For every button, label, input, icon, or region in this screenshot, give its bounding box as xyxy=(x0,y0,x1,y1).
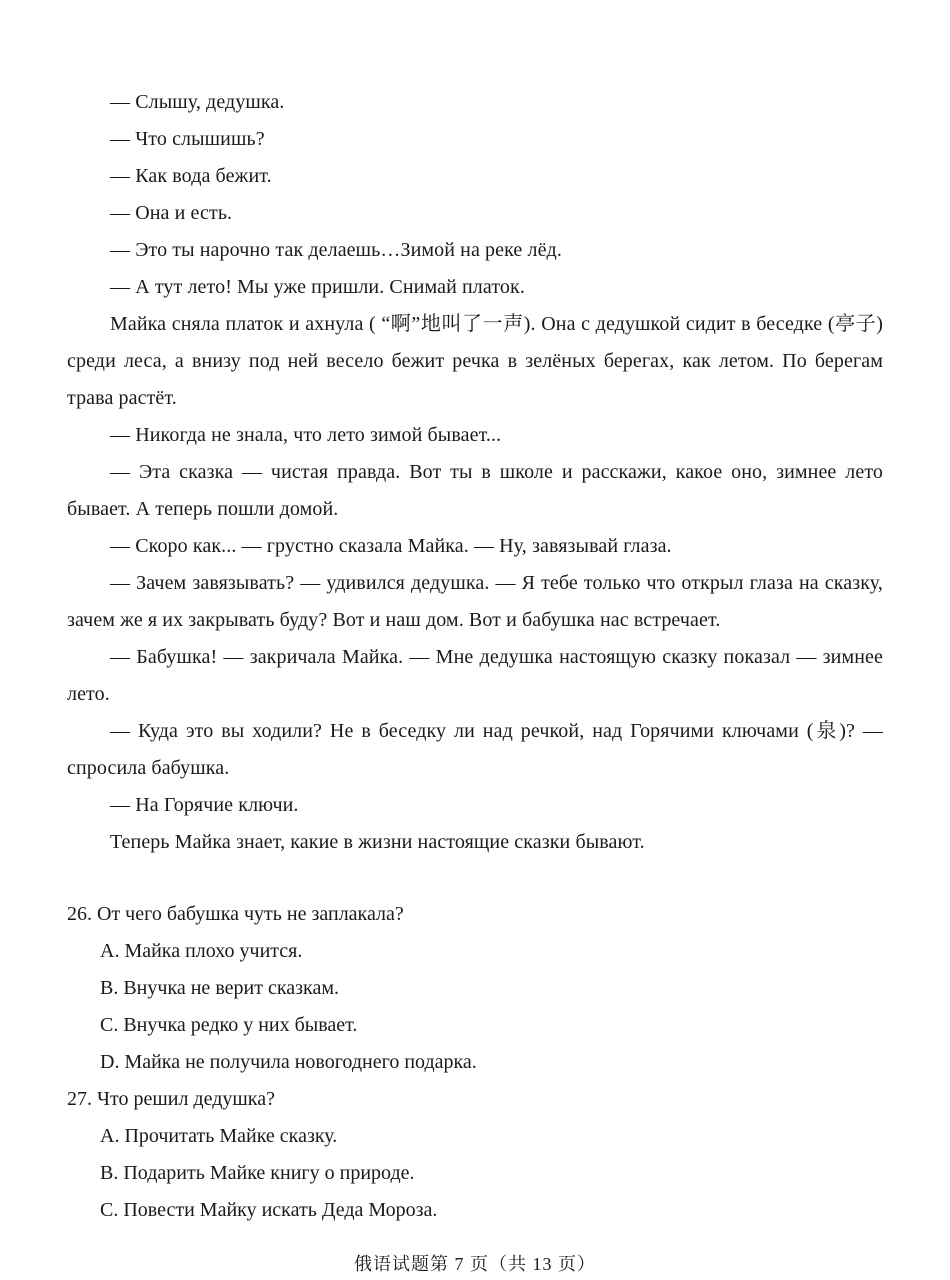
story-paragraph: Майка сняла платок и ахнула ( “啊”地叫了一声). Она с дедушкой сидит в беседке (亭子) среди леса, а внизу под ней весело бежит речка в зелёных берегах, как летом. По берегам трава растёт. xyxy=(67,313,883,409)
story-paragraph: — Эта сказка — чистая правда. Вот ты в школе и расскажи, какое оно, зимнее лето бывает. А теперь пошли домой. xyxy=(67,461,883,520)
page-footer: 俄语试题第 7 页（共 13 页） xyxy=(354,1254,596,1274)
story-paragraph: — Бабушка! — закричала Майка. — Мне дедушка настоящую сказку показал — зимнее лето. xyxy=(67,646,883,705)
answer-option-a: A. Майка плохо учится. xyxy=(100,940,303,962)
story-paragraph: — Никогда не знала, что лето зимой бывает... xyxy=(110,424,502,446)
question-stem: 26. От чего бабушка чуть не заплакала? xyxy=(67,903,404,925)
answer-option-c: C. Внучка редко у них бывает. xyxy=(100,1014,358,1036)
story-paragraph: — На Горячие ключи. xyxy=(110,794,299,816)
answer-option-b: B. Внучка не верит сказкам. xyxy=(100,977,339,999)
story-paragraph: — Слышу, дедушка. xyxy=(110,91,285,113)
story-paragraph: — Она и есть. xyxy=(110,202,233,224)
answer-option-d: D. Майка не получила новогоднего подарка. xyxy=(100,1051,477,1073)
question-stem: 27. Что решил дедушка? xyxy=(67,1088,275,1110)
story-paragraph: — Скоро как... — грустно сказала Майка. — Ну, завязывай глаза. xyxy=(110,535,672,557)
story-paragraph: — Что слышишь? xyxy=(110,128,265,150)
story-paragraph: — Куда это вы ходили? Не в беседку ли над речкой, над Горячими ключами (泉)? — спросила бабушка. xyxy=(67,720,883,779)
story-paragraph: — А тут лето! Мы уже пришли. Снимай платок. xyxy=(110,276,525,298)
question-list xyxy=(67,896,883,1229)
answer-option-c: C. Повести Майку искать Деда Мороза. xyxy=(100,1199,438,1221)
story-paragraph: — Это ты нарочно так делаешь…Зимой на реке лёд. xyxy=(110,239,562,261)
story-paragraph: — Как вода бежит. xyxy=(110,165,272,187)
answer-option-a: A. Прочитать Майке сказку. xyxy=(100,1125,338,1147)
answer-option-b: B. Подарить Майке книгу о природе. xyxy=(100,1162,415,1184)
question-26 xyxy=(67,896,883,1081)
story-text xyxy=(67,84,883,861)
question-27 xyxy=(67,1081,883,1229)
story-paragraph: — Зачем завязывать? — удивился дедушка. — Я тебе только что открыл глаза на сказку, зачем же я их закрывать буду? Вот и наш дом. Вот и бабушка нас встречает. xyxy=(67,572,883,631)
story-paragraph: Теперь Майка знает, какие в жизни настоящие сказки бывают. xyxy=(110,831,645,853)
